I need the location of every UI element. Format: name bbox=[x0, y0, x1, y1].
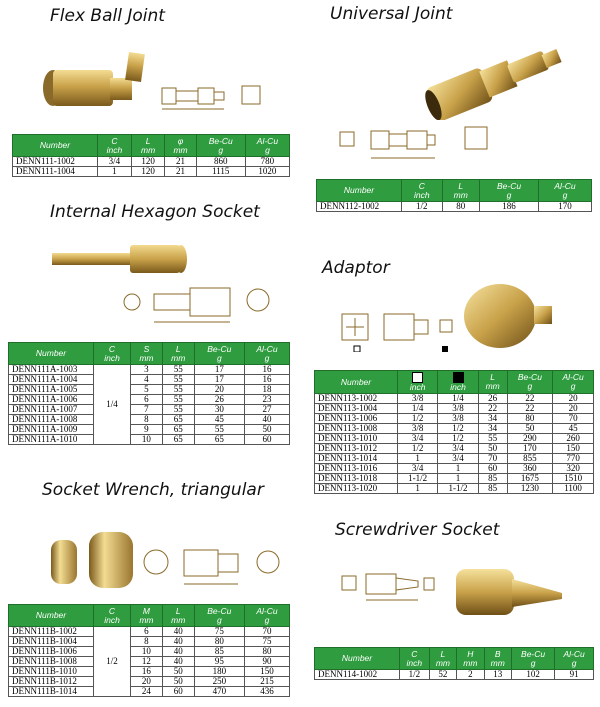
col-s: S mm bbox=[131, 343, 163, 365]
screwdriver-socket-photo bbox=[450, 555, 570, 625]
col-number: Number bbox=[315, 648, 400, 670]
table-row: DENN111A-1009 9 65 55 50 bbox=[9, 425, 290, 435]
col-l: L mm bbox=[429, 648, 456, 670]
screwdriver-socket-title: Screwdriver Socket bbox=[335, 520, 500, 540]
table-row: DENN111B-1014 24 60 470 436 bbox=[9, 687, 290, 697]
col-number: Number bbox=[9, 605, 94, 627]
socket-wrench-triangular-title: Socket Wrench, triangular bbox=[42, 480, 264, 500]
flex-ball-joint-drawing bbox=[160, 82, 270, 112]
col-be-cu: Be-Cu g bbox=[194, 605, 244, 627]
internal-hexagon-socket-photo bbox=[50, 235, 200, 285]
table-row: DENN111B-1012 20 50 250 215 bbox=[9, 677, 290, 687]
col-c: C inch bbox=[400, 648, 430, 670]
col-al-cu: Al-Cu g bbox=[244, 605, 289, 627]
table-row: DENN111B-1006 10 40 85 80 bbox=[9, 647, 290, 657]
col-be-cu: Be-Cu g bbox=[511, 648, 554, 670]
table-row: DENN113-1018 1-1/2 1 85 1675 1510 bbox=[315, 474, 594, 484]
table-row: DENN113-1004 1/4 3/8 22 22 20 bbox=[315, 404, 594, 414]
table-row: DENN111A-1003 1/4 3 55 17 16 bbox=[9, 365, 290, 375]
col-number: Number bbox=[315, 371, 398, 394]
col-l: L mm bbox=[478, 371, 507, 394]
table-row: DENN111A-1008 8 65 45 40 bbox=[9, 415, 290, 425]
col-be-cu: Be-Cu g bbox=[507, 371, 553, 394]
table-row: DENN111A-1004 4 55 17 16 bbox=[9, 375, 290, 385]
table-row: DENN111B-1008 12 40 95 90 bbox=[9, 657, 290, 667]
col-al-cu: Al-Cu g bbox=[555, 648, 594, 670]
col-c: C inch bbox=[402, 180, 443, 202]
table-row: DENN113-1014 1 3/4 70 855 770 bbox=[315, 454, 594, 464]
col-al-cu: Al-Cu g bbox=[553, 371, 594, 394]
col-number: Number bbox=[9, 343, 94, 365]
table-row: DENN111A-1005 5 55 20 18 bbox=[9, 385, 290, 395]
flex-ball-joint-photo bbox=[35, 48, 155, 118]
table-row: DENN113-1020 1 1-1/2 85 1230 1100 bbox=[315, 484, 594, 494]
adaptor-title: Adaptor bbox=[322, 258, 390, 278]
socket-wrench-triangular-table bbox=[8, 604, 290, 697]
table-row: DENN113-1006 1/2 3/8 34 80 70 bbox=[315, 414, 594, 424]
col-square-socket-inch: inch bbox=[438, 371, 478, 394]
table-row: DENN111-1002 3/4 120 21 860 780 bbox=[13, 157, 290, 167]
screwdriver-socket-table bbox=[314, 647, 594, 680]
col-l: L mm bbox=[162, 605, 194, 627]
col-l: L mm bbox=[442, 180, 479, 202]
col-be-cu: Be-Cu g bbox=[479, 180, 538, 202]
internal-hexagon-socket-table bbox=[8, 342, 290, 445]
socket-wrench-triangular-photo bbox=[45, 528, 140, 593]
internal-hexagon-socket-drawing bbox=[118, 282, 278, 330]
col-al-cu: Al-Cu g bbox=[245, 135, 289, 157]
col-c: C inch bbox=[98, 135, 132, 157]
table-row: DENN113-1002 3/8 1/4 26 22 20 bbox=[315, 394, 594, 404]
flex-ball-joint-title: Flex Ball Joint bbox=[50, 6, 165, 26]
universal-joint-table bbox=[316, 179, 592, 212]
flex-ball-joint-table bbox=[12, 134, 290, 177]
universal-joint-title: Universal Joint bbox=[330, 4, 453, 24]
col-al-cu: Al-Cu g bbox=[539, 180, 592, 202]
table-row: DENN112-1002 1/2 80 186 170 bbox=[317, 202, 592, 212]
col-c: C inch bbox=[94, 343, 131, 365]
col-phi: φ mm bbox=[165, 135, 196, 157]
col-l: L mm bbox=[162, 343, 194, 365]
merged-c-cell: 1/4 bbox=[94, 365, 131, 445]
socket-wrench-triangular-drawing bbox=[140, 540, 290, 590]
table-row: DENN111B-1002 1/2 6 40 75 70 bbox=[9, 627, 290, 637]
col-square-drive-inch: inch bbox=[398, 371, 438, 394]
merged-c-cell: 1/2 bbox=[94, 627, 131, 697]
adaptor-table bbox=[314, 370, 594, 494]
internal-hexagon-socket-title: Internal Hexagon Socket bbox=[50, 202, 260, 222]
adaptor-photo bbox=[460, 280, 560, 352]
col-number: Number bbox=[317, 180, 402, 202]
table-row: DENN111A-1007 7 55 30 27 bbox=[9, 405, 290, 415]
table-row: DENN113-1016 3/4 1 60 360 320 bbox=[315, 464, 594, 474]
col-b: B mm bbox=[484, 648, 511, 670]
col-al-cu: Al-Cu g bbox=[244, 343, 289, 365]
adaptor-drawing bbox=[338, 304, 458, 352]
table-row: DENN111B-1010 16 50 180 150 bbox=[9, 667, 290, 677]
table-row: DENN111B-1004 8 40 80 75 bbox=[9, 637, 290, 647]
universal-joint-drawing bbox=[335, 122, 495, 164]
col-be-cu: Be-Cu g bbox=[194, 343, 244, 365]
table-row: DENN113-1012 1/2 3/4 50 170 150 bbox=[315, 444, 594, 454]
universal-joint-photo bbox=[420, 30, 580, 120]
table-row: DENN111A-1006 6 55 26 23 bbox=[9, 395, 290, 405]
screwdriver-socket-drawing bbox=[338, 568, 438, 608]
col-m: M mm bbox=[131, 605, 163, 627]
table-row: DENN111-1004 1 120 21 1115 1020 bbox=[13, 167, 290, 177]
table-row: DENN114-1002 1/2 52 2 13 102 91 bbox=[315, 670, 594, 680]
col-l: L mm bbox=[131, 135, 165, 157]
table-row: DENN113-1010 3/4 1/2 55 290 260 bbox=[315, 434, 594, 444]
table-row: DENN111A-1010 10 65 65 60 bbox=[9, 435, 290, 445]
col-c: C inch bbox=[94, 605, 131, 627]
col-h: H mm bbox=[457, 648, 484, 670]
table-row: DENN113-1008 3/8 1/2 34 50 45 bbox=[315, 424, 594, 434]
col-be-cu: Be-Cu g bbox=[196, 135, 245, 157]
col-number: Number bbox=[13, 135, 98, 157]
